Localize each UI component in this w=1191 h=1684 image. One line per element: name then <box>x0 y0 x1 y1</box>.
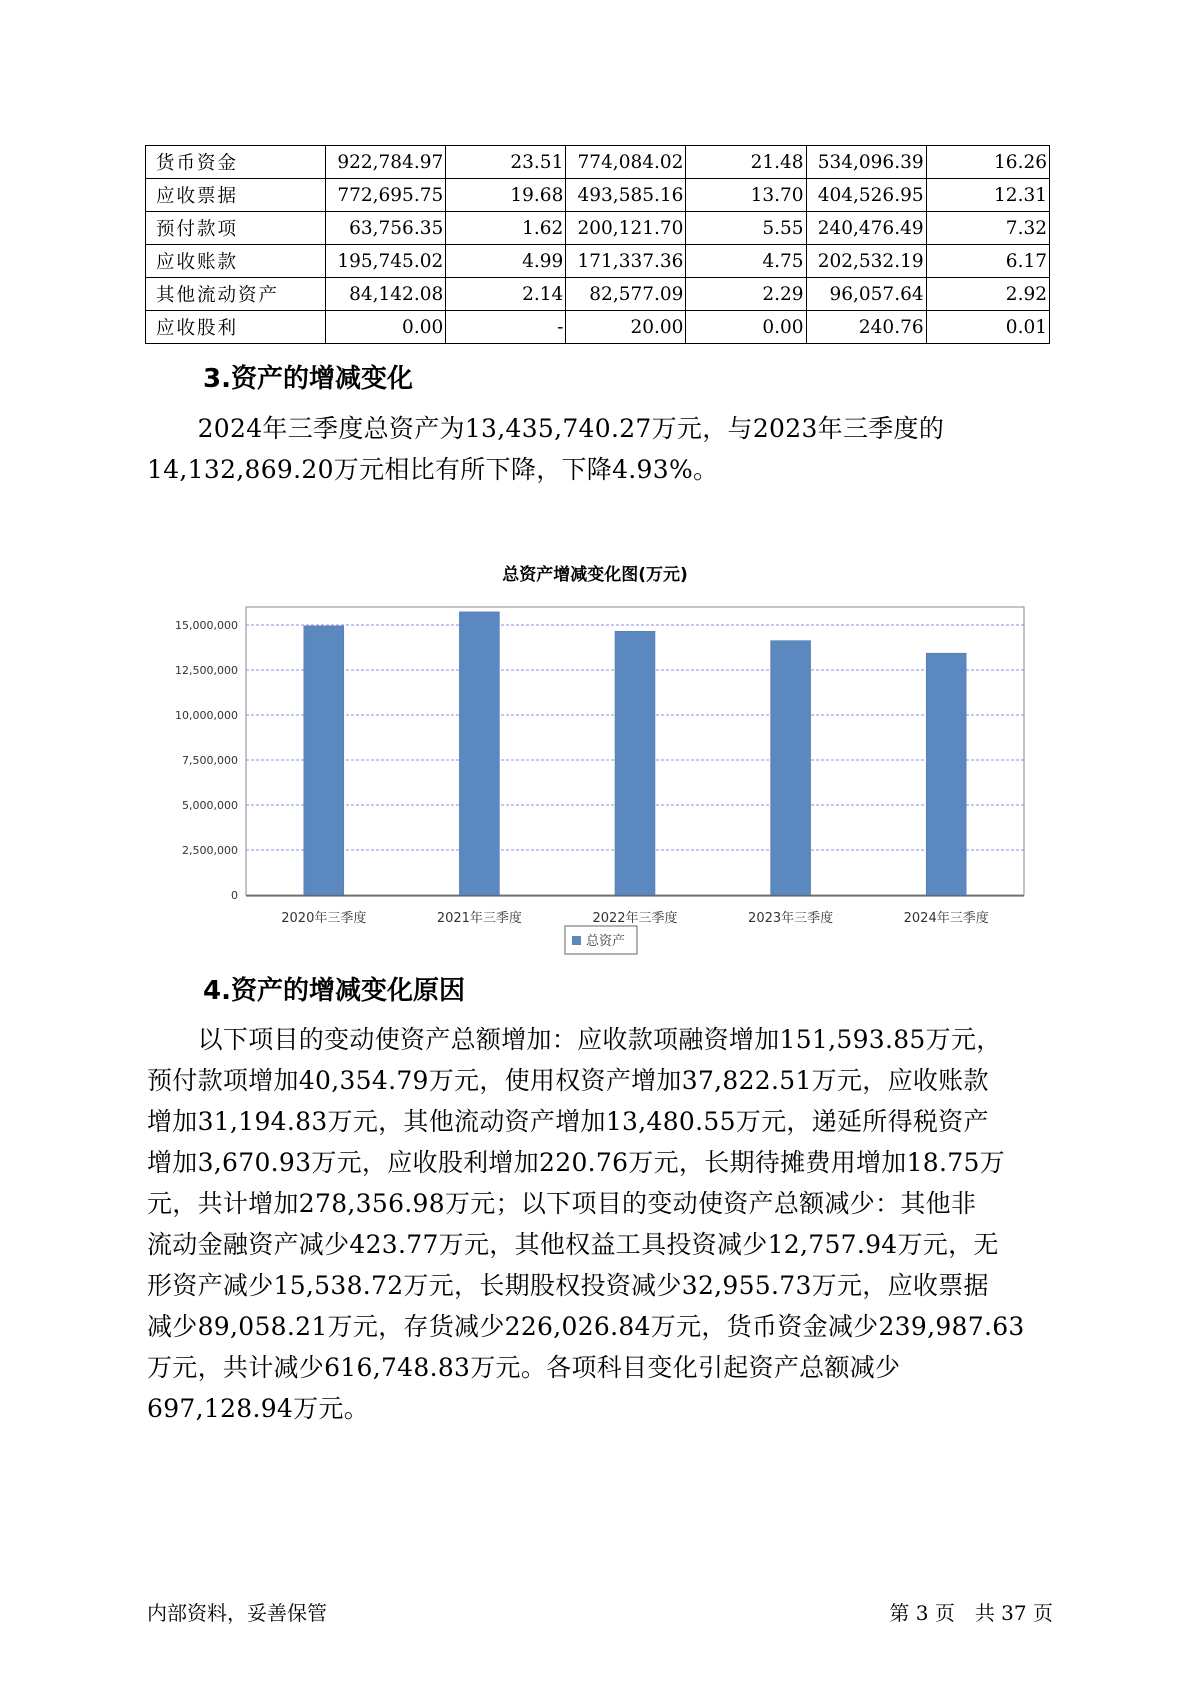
y-tick-label: 15,000,000 <box>175 619 238 632</box>
section-4-heading: 4.资产的增减变化原因 <box>203 976 465 1006</box>
chart-canvas <box>165 560 1025 1020</box>
bar <box>459 612 499 895</box>
paragraph-line: 形资产减少15,538.72万元，长期股权投资减少32,955.73万元，应收票据 <box>147 1271 989 1300</box>
table-cell: 19.68 <box>446 179 566 212</box>
table-cell: 16.26 <box>926 146 1049 179</box>
paragraph-line: 增加3,670.93万元，应收股利增加220.76万元，长期待摊费用增加18.75万 <box>147 1148 1005 1177</box>
paragraph-line: 2024年三季度总资产为13,435,740.27万元，与2023年三季度的 <box>147 414 945 443</box>
table-cell: 5.55 <box>686 212 806 245</box>
table-cell: 13.70 <box>686 179 806 212</box>
table-row <box>146 278 1050 311</box>
table-cell: 23.51 <box>446 146 566 179</box>
table-cell: 20.00 <box>566 311 686 344</box>
table-cell: 534,096.39 <box>806 146 926 179</box>
footer-page-number: 第 3 页 共 37 页 <box>889 1601 1053 1625</box>
table-row <box>146 146 1050 179</box>
table-cell: 96,057.64 <box>806 278 926 311</box>
y-tick-label: 2,500,000 <box>182 844 238 857</box>
table-cell: 0.01 <box>926 311 1049 344</box>
table-row <box>146 311 1050 344</box>
x-tick-label: 2024年三季度 <box>903 911 989 926</box>
bar <box>615 631 655 895</box>
paragraph-line: 预付款项增加40,354.79万元，使用权资产增加37,822.51万元，应收账款 <box>147 1066 989 1095</box>
section-3-heading: 3.资产的增减变化 <box>203 364 413 394</box>
x-tick-label: 2021年三季度 <box>436 911 522 926</box>
y-tick-label: 7,500,000 <box>182 754 238 767</box>
table-cell: 2.29 <box>686 278 806 311</box>
paragraph-line: 以下项目的变动使资产总额增加：应收款项融资增加151,593.85万元， <box>147 1025 1002 1054</box>
paragraph-line: 流动金融资产减少423.77万元，其他权益工具投资减少12,757.94万元，无 <box>147 1230 999 1259</box>
table-cell: 2.14 <box>446 278 566 311</box>
y-tick-label: 12,500,000 <box>175 664 238 677</box>
chart-title: 总资产增减变化图(万元) <box>502 565 688 585</box>
table-cell: - <box>446 311 566 344</box>
table-cell: 21.48 <box>686 146 806 179</box>
table-cell: 240.76 <box>806 311 926 344</box>
row-label: 货币资金 <box>146 146 326 179</box>
table-cell: 922,784.97 <box>326 146 446 179</box>
total-assets-chart <box>165 560 1025 1020</box>
table-cell: 240,476.49 <box>806 212 926 245</box>
table-cell: 7.32 <box>926 212 1049 245</box>
table-cell: 774,084.02 <box>566 146 686 179</box>
table-cell: 4.75 <box>686 245 806 278</box>
bar <box>304 626 344 895</box>
legend-swatch <box>572 936 581 945</box>
section-3-paragraph <box>147 408 1052 490</box>
paragraph-line: 万元，共计减少616,748.83万元。各项科目变化引起资产总额减少 <box>147 1353 901 1382</box>
table-cell: 63,756.35 <box>326 212 446 245</box>
table-cell: 404,526.95 <box>806 179 926 212</box>
row-label: 其他流动资产 <box>146 278 326 311</box>
legend-label: 总资产 <box>586 934 626 949</box>
table-cell: 0.00 <box>686 311 806 344</box>
table-cell: 4.99 <box>446 245 566 278</box>
paragraph-line: 元，共计增加278,356.98万元；以下项目的变动使资产总额减少：其他非 <box>147 1189 977 1218</box>
asset-table <box>145 145 1050 344</box>
footer-confidential: 内部资料，妥善保管 <box>147 1601 327 1625</box>
table-cell: 1.62 <box>446 212 566 245</box>
row-label: 应收账款 <box>146 245 326 278</box>
table-cell: 493,585.16 <box>566 179 686 212</box>
y-tick-label: 5,000,000 <box>182 799 238 812</box>
table-row <box>146 245 1050 278</box>
table-cell: 171,337.36 <box>566 245 686 278</box>
section-4-paragraph <box>147 1019 1052 1429</box>
paragraph-line: 697,128.94万元。 <box>147 1394 370 1423</box>
table-cell: 6.17 <box>926 245 1049 278</box>
paragraph-line: 减少89,058.21万元，存货减少226,026.84万元，货币资金减少239,987.63 <box>147 1312 1025 1341</box>
table-cell: 0.00 <box>326 311 446 344</box>
paragraph-line: 增加31,194.83万元，其他流动资产增加13,480.55万元，递延所得税资产 <box>147 1107 989 1136</box>
table-row <box>146 212 1050 245</box>
row-label: 预付款项 <box>146 212 326 245</box>
table-cell: 772,695.75 <box>326 179 446 212</box>
table-cell: 195,745.02 <box>326 245 446 278</box>
x-tick-label: 2022年三季度 <box>592 911 678 926</box>
x-tick-label: 2023年三季度 <box>748 911 834 926</box>
table-cell: 202,532.19 <box>806 245 926 278</box>
table-cell: 200,121.70 <box>566 212 686 245</box>
table-cell: 12.31 <box>926 179 1049 212</box>
bar <box>926 653 966 895</box>
bar <box>771 641 811 895</box>
x-tick-label: 2020年三季度 <box>281 911 367 926</box>
y-tick-label: 10,000,000 <box>175 709 238 722</box>
table-cell: 84,142.08 <box>326 278 446 311</box>
row-label: 应收票据 <box>146 179 326 212</box>
paragraph-line: 14,132,869.20万元相比有所下降，下降4.93%。 <box>147 455 719 484</box>
y-tick-label: 0 <box>231 889 238 902</box>
row-label: 应收股利 <box>146 311 326 344</box>
table-row <box>146 179 1050 212</box>
table-cell: 82,577.09 <box>566 278 686 311</box>
table-cell: 2.92 <box>926 278 1049 311</box>
asset-table-body <box>146 146 1050 344</box>
